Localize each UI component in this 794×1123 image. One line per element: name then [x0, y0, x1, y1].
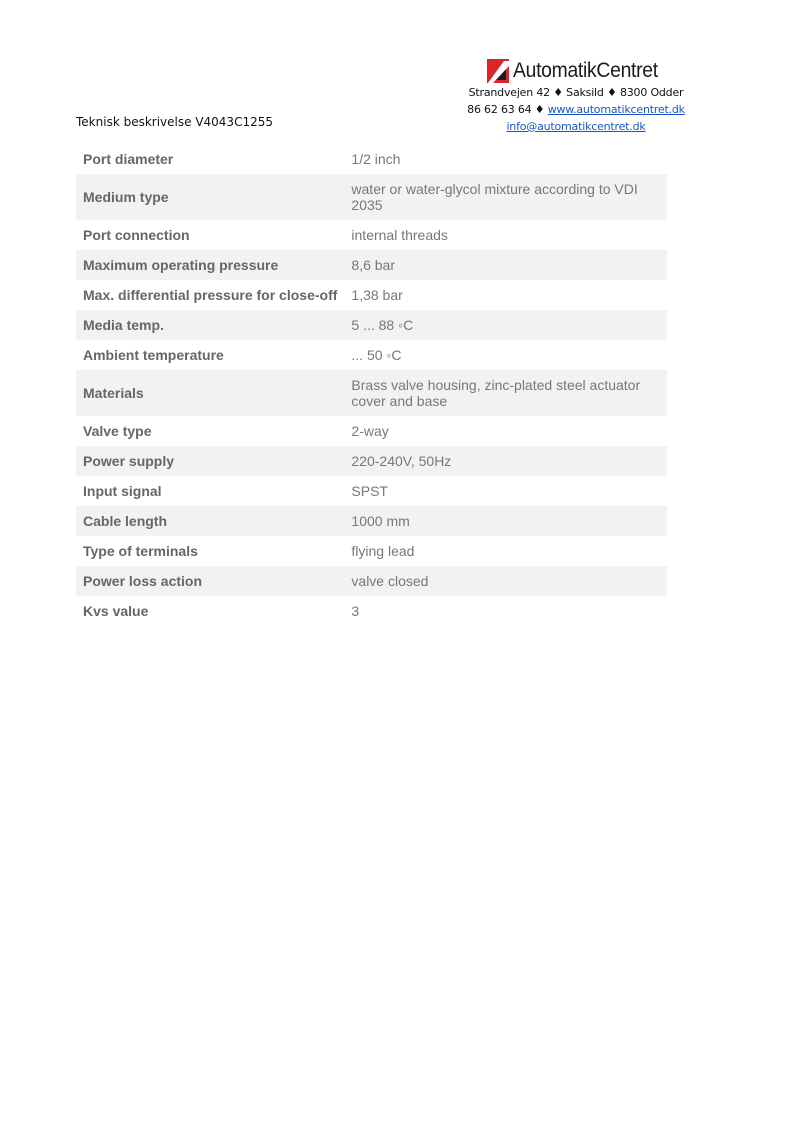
spec-value: Brass valve housing, zinc-plated steel actuator cover and base	[351, 377, 641, 409]
spec-label: Medium type	[83, 189, 169, 205]
spec-row	[76, 250, 667, 280]
spec-row	[76, 536, 667, 566]
spec-value: valve closed	[351, 573, 429, 589]
spec-value: ... 50 ◦C	[351, 347, 402, 363]
spec-value: 220-240V, 50Hz	[351, 453, 452, 469]
spec-row	[76, 370, 667, 416]
company-email-link[interactable]: info@automatikcentret.dk	[506, 120, 646, 133]
spec-row	[76, 476, 667, 506]
spec-value: flying lead	[351, 543, 415, 559]
spec-label: Kvs value	[83, 603, 149, 619]
spec-row	[76, 446, 667, 476]
spec-label: Type of terminals	[83, 543, 198, 559]
spec-value: 1/2 inch	[351, 151, 401, 167]
spec-label: Power loss action	[83, 573, 203, 589]
spec-label: Maximum operating pressure	[83, 257, 279, 273]
spec-value: 2-way	[351, 423, 389, 439]
spec-label: Ambient temperature	[83, 347, 224, 363]
spec-row	[76, 596, 667, 626]
spec-value: 5 ... 88 ◦C	[351, 317, 414, 333]
spec-label: Materials	[83, 385, 144, 401]
company-address: Strandvejen 42 ♦ Saksild ♦ 8300 Odder	[468, 86, 684, 99]
spec-label: Input signal	[83, 483, 162, 499]
spec-row	[76, 220, 667, 250]
spec-row	[76, 280, 667, 310]
company-email-line	[466, 120, 686, 133]
spec-row	[76, 310, 667, 340]
company-name: AutomatikCentret	[513, 59, 658, 82]
spec-value: 8,6 bar	[351, 257, 395, 273]
company-website-link[interactable]: www.automatikcentret.dk	[547, 103, 685, 116]
spec-label: Max. differential pressure for close-off	[83, 287, 338, 303]
company-logo	[487, 59, 670, 83]
spec-value: 1000 mm	[351, 513, 410, 529]
spec-value: internal threads	[351, 227, 448, 243]
company-contact-line	[466, 103, 686, 116]
spec-label: Valve type	[83, 423, 152, 439]
spec-label: Media temp.	[83, 317, 164, 333]
spec-label: Port diameter	[83, 151, 174, 167]
spec-value: 1,38 bar	[351, 287, 403, 303]
spec-label: Cable length	[83, 513, 168, 529]
spec-label: Power supply	[83, 453, 175, 469]
spec-row	[76, 506, 667, 536]
automatikcentret-logo-icon	[487, 59, 509, 83]
spec-table	[76, 144, 667, 626]
spec-value: SPST	[351, 483, 388, 499]
separator-diamond: ♦	[534, 103, 545, 116]
spec-row	[76, 144, 667, 174]
spec-value: 3	[351, 603, 360, 619]
company-phone: 86 62 63 64	[467, 103, 532, 116]
spec-row	[76, 174, 667, 220]
spec-label: Port connection	[83, 227, 190, 243]
document-title: Teknisk beskrivelse V4043C1255	[76, 115, 273, 129]
spec-row	[76, 566, 667, 596]
spec-row	[76, 416, 667, 446]
spec-row	[76, 340, 667, 370]
spec-value: water or water-glycol mixture according to VDI 2035	[351, 181, 638, 213]
